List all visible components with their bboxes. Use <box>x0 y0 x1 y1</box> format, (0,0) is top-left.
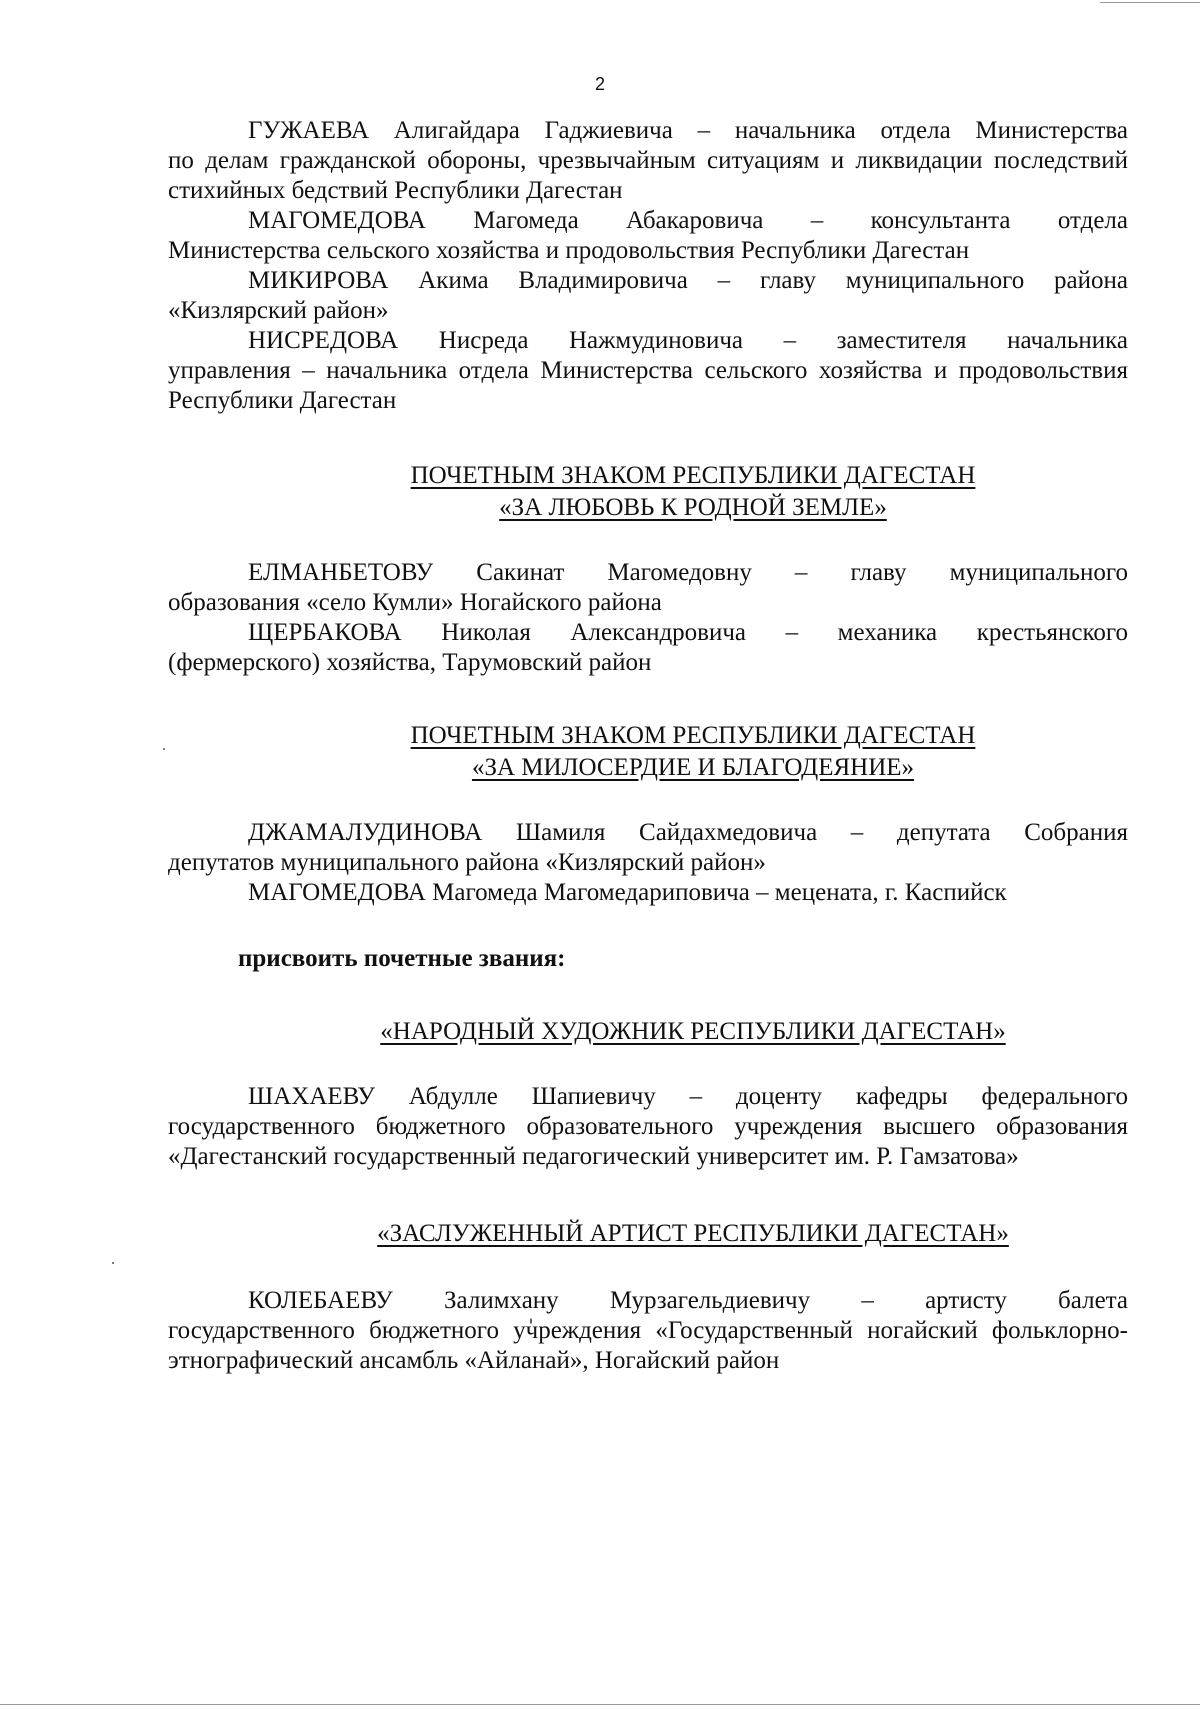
award-heading-love-native-land <box>168 460 1128 524</box>
entry-first-line: МАГОМЕДОВА Магомеда Магомедариповича – мецената, г. Каспийск <box>248 879 1007 906</box>
entry-continuation: образования «село Кумли» Ногайского района <box>168 589 662 616</box>
entry-first-line: ЩЕРБАКОВА Николая Александровича – механика крестьянского <box>248 619 1128 646</box>
award-entry <box>168 116 1128 206</box>
document-body <box>168 116 1128 1376</box>
entry-continuation: государственного бюджетного учреждения «Государственный ногайский фольклорно-этнографический ансамбль «Айланай», Ногайский район <box>168 1317 1128 1374</box>
entry-first-line: КОЛЕБАЕВУ Залимхану Мурзагельдиевичу – артисту балета <box>248 1287 1128 1314</box>
entry-continuation: государственного бюджетного образовательного учреждения высшего образования «Дагестанский государственный педагогический университет им. Р. Гамзатова» <box>168 1113 1128 1170</box>
award-entry <box>168 818 1128 878</box>
entry-first-line: ДЖАМАЛУДИНОВА Шамиля Сайдахмедовича – депутата Собрания <box>248 819 1128 846</box>
award-entry <box>168 878 1128 908</box>
entry-continuation: управления – начальника отдела Министерства сельского хозяйства и продовольствия Республики Дагестан <box>168 357 1128 414</box>
entry-first-line: ЕЛМАНБЕТОВУ Сакинат Магомедовну – главу муниципального <box>248 559 1128 586</box>
award-heading-line: ПОЧЕТНЫМ ЗНАКОМ РЕСПУБЛИКИ ДАГЕСТАН <box>410 462 976 489</box>
page-number: 2 <box>594 74 605 94</box>
award-entry <box>168 326 1128 416</box>
award-heading-mercy-charity <box>168 720 1128 784</box>
award-entry <box>168 1286 1128 1376</box>
scan-edge-top <box>1100 2 1200 3</box>
scan-speck <box>163 748 165 750</box>
award-heading-line: «ЗА ЛЮБОВЬ К РОДНОЙ ЗЕМЛЕ» <box>499 494 887 521</box>
entry-first-line: ГУЖАЕВА Алигайдара Гаджиевича – начальника отдела Министерства <box>248 117 1128 144</box>
entry-first-line: НИСРЕДОВА Нисреда Нажмудиновича – заместителя начальника <box>248 327 1128 354</box>
award-heading-line: «ЗА МИЛОСЕРДИЕ И БЛАГОДЕЯНИЕ» <box>471 754 915 781</box>
title-heading-honored-artist: «ЗАСЛУЖЕННЫЙ АРТИСТ РЕСПУБЛИКИ ДАГЕСТАН» <box>377 1220 1009 1247</box>
entry-continuation: депутатов муниципального района «Кизлярский район» <box>168 849 766 876</box>
scan-speck <box>112 1262 114 1264</box>
entry-continuation: Министерства сельского хозяйства и продовольствия Республики Дагестан <box>168 237 970 264</box>
entry-continuation: по делам гражданской обороны, чрезвычайным ситуациям и ликвидации последствий стихийных бедствий Республики Дагестан <box>168 147 1128 204</box>
entry-first-line: МАГОМЕДОВА Магомеда Абакаровича – консультанта отдела <box>248 207 1128 234</box>
entry-first-line: МИКИРОВА Акима Владимировича – главу муниципального района <box>248 267 1128 294</box>
scan-edge-bottom <box>0 1704 1200 1705</box>
award-entry <box>168 1082 1128 1172</box>
award-entry <box>168 618 1128 678</box>
entry-continuation: (фермерского) хозяйства, Тарумовский район <box>168 649 652 676</box>
award-entry <box>168 206 1128 266</box>
entry-continuation: «Кизлярский район» <box>168 297 389 324</box>
award-heading-line: ПОЧЕТНЫМ ЗНАКОМ РЕСПУБЛИКИ ДАГЕСТАН <box>410 722 976 749</box>
assign-titles-label: присвоить почетные звания: <box>238 945 566 972</box>
award-entry <box>168 558 1128 618</box>
entry-first-line: ШАХАЕВУ Абдулле Шапиевичу – доценту кафедры федерального <box>248 1083 1128 1110</box>
award-entry <box>168 266 1128 326</box>
title-heading-peoples-artist: «НАРОДНЫЙ ХУДОЖНИК РЕСПУБЛИКИ ДАГЕСТАН» <box>380 1018 1006 1045</box>
